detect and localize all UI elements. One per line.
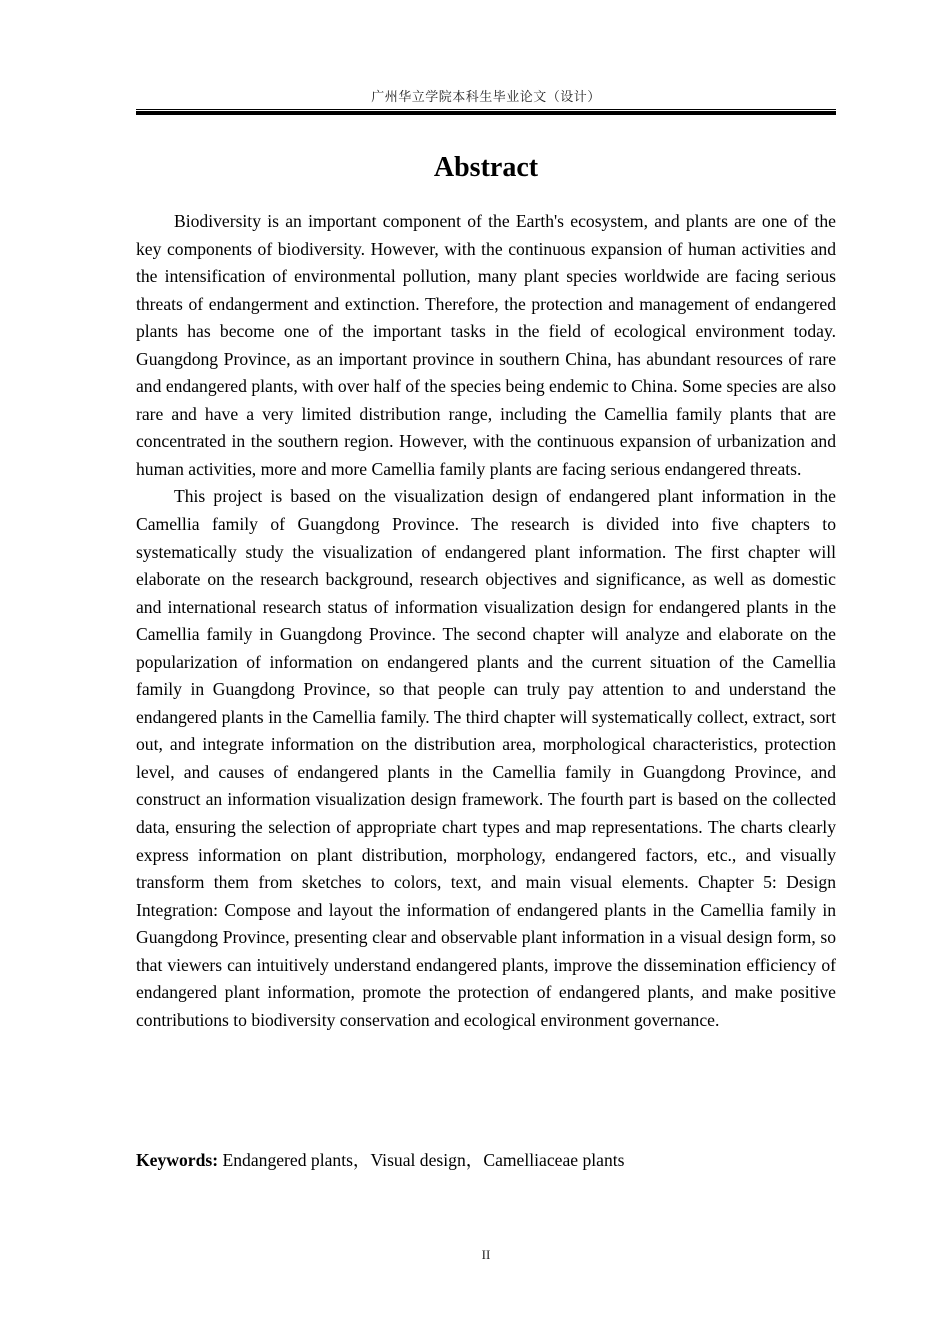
header-rule bbox=[136, 109, 836, 119]
header-rule-thin bbox=[136, 109, 836, 110]
abstract-body bbox=[136, 208, 836, 1034]
keywords-value: Endangered plants，Visual design，Camelliaceae plants bbox=[218, 1150, 625, 1170]
abstract-paragraph-1: Biodiversity is an important component of the Earth's ecosystem, and plants are one of the key components of biodiversity. However, with the continuous expansion of human activities and the intensification of environmental pollution, many plant species worldwide are facing serious threats of endangerment and extinction. Therefore, the protection and management of endangered plants has become one of the important tasks in the field of ecological environment today. Guangdong Province, as an important province in southern China, has abundant resources of rare and endangered plants, with over half of the species being endemic to China. Some species are also rare and have a very limited distribution range, including the Camellia family plants that are concentrated in the southern region. However, with the continuous expansion of urbanization and human activities, more and more Camellia family plants are facing serious endangered threats. bbox=[136, 211, 836, 479]
keywords-label: Keywords: bbox=[136, 1150, 219, 1170]
keywords-line bbox=[136, 1146, 836, 1174]
page-header: 广州华立学院本科生毕业论文（设计） bbox=[371, 90, 601, 105]
page-number: II bbox=[481, 1247, 491, 1262]
abstract-paragraph-2: This project is based on the visualization design of endangered plant information in the Camellia family of Guangdong Province. The research is divided into five chapters to systematically study the visualization of endangered plant information. The first chapter will elaborate on the research background, research objectives and significance, as well as domestic and international research status of information visualization design for endangered plants in the Camellia family in Guangdong Province. The second chapter will analyze and elaborate on the popularization of information on endangered plants and the current situation of the Camellia family in Guangdong Province, so that people can truly pay attention to and understand the endangered plants in the Camellia family. The third chapter will systematically collect, extract, sort out, and integrate information on the distribution area, morphological characteristics, protection level, and causes of endangered plants in the Camellia family in Guangdong Province, and construct an information visualization design framework. The fourth part is based on the collected data, ensuring the selection of appropriate chart types and map representations. The charts clearly express information on plant distribution, morphology, endangered factors, etc., and visually transform them from sketches to colors, text, and main visual elements. Chapter 5: Design Integration: Compose and layout the information of endangered plants in the Camellia family in Guangdong Province, presenting clear and observable plant information in a visual design form, so that viewers can intuitively understand endangered plants, improve the dissemination efficiency of endangered plant information, promote the protection of endangered plants, and make positive contributions to biodiversity conservation and ecological environment governance. bbox=[136, 486, 836, 1030]
header-rule-thick bbox=[136, 111, 836, 115]
abstract-title: Abstract bbox=[433, 152, 539, 183]
